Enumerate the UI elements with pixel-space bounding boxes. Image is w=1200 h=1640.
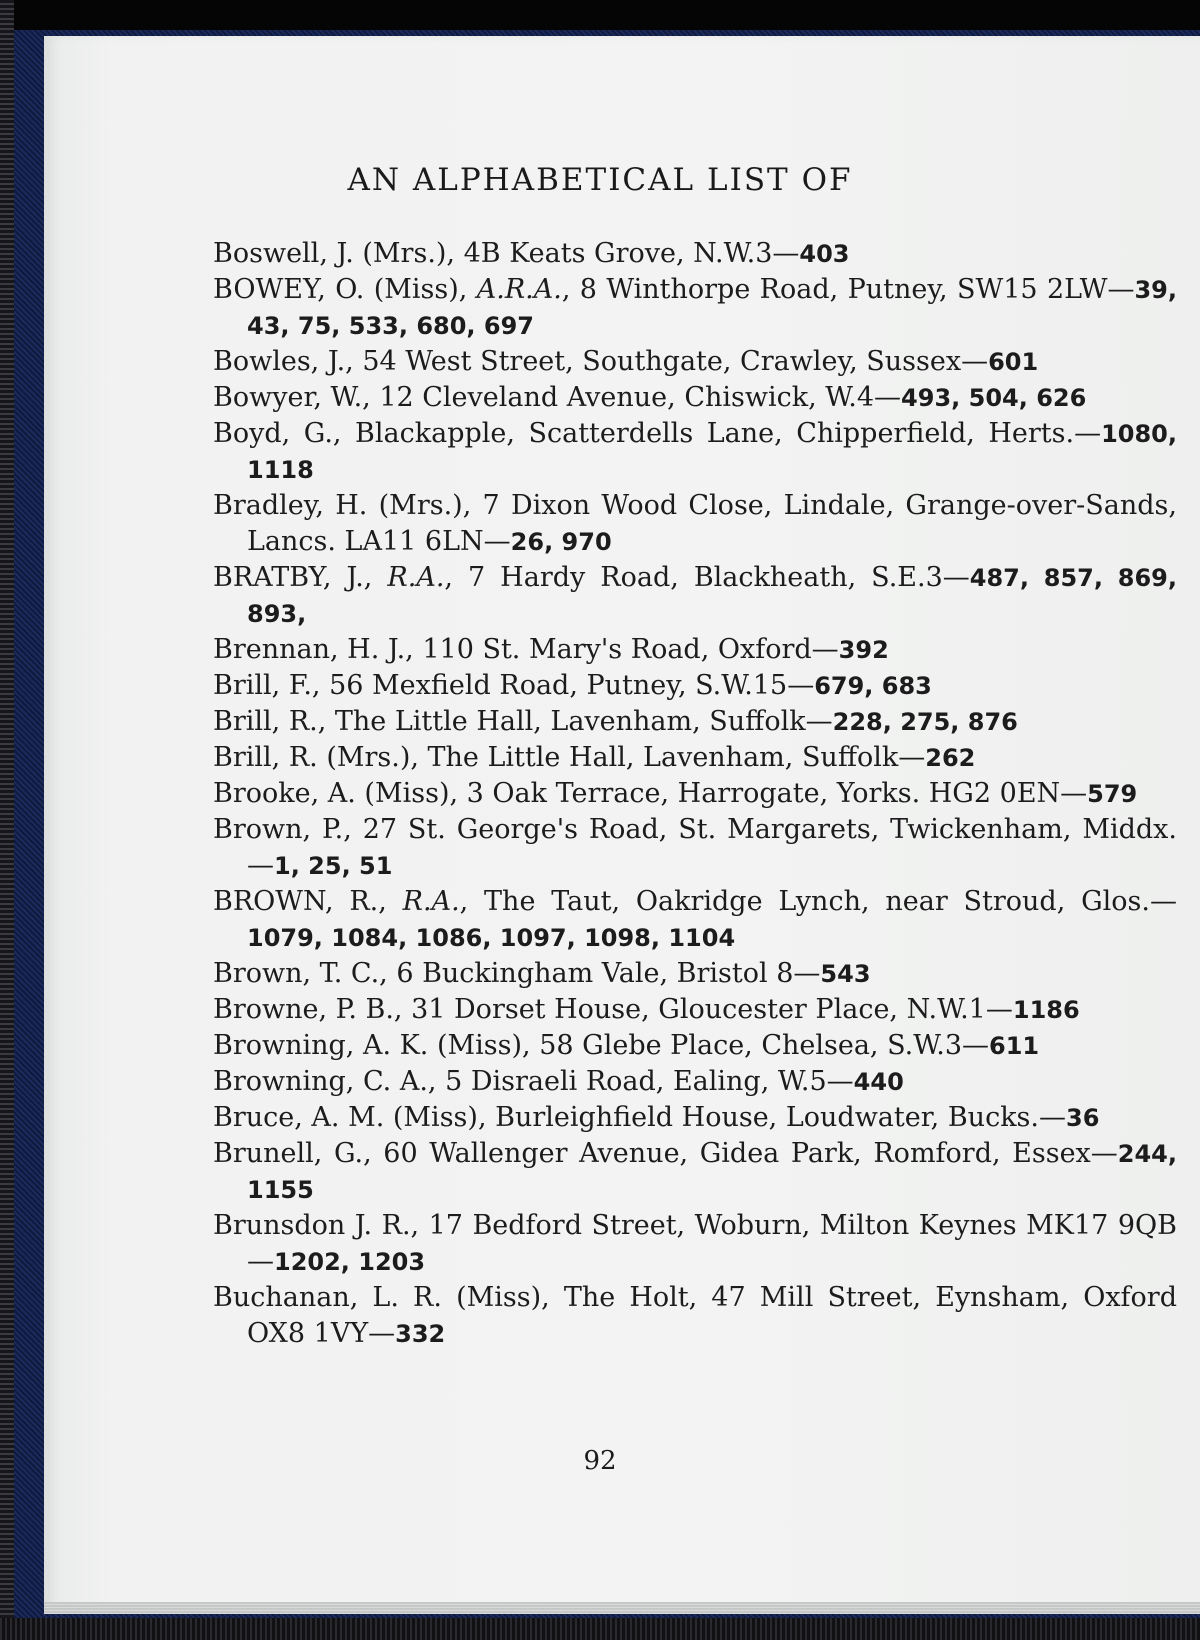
page-references: 1, 25, 51 (274, 852, 393, 880)
page-references: 228, 275, 876 (832, 708, 1018, 736)
list-item: Brunell, G., 60 Wallenger Avenue, Gidea Park, Romford, Essex—244, 1155 (213, 1138, 1177, 1204)
list-item: Bruce, A. M. (Miss), Burleighfield House, Loudwater, Bucks.—36 (213, 1102, 1100, 1133)
page-references: 1079, 1084, 1086, 1097, 1098, 1104 (247, 924, 736, 952)
list-item: Brill, F., 56 Mexfield Road, Putney, S.W.15—679, 683 (213, 670, 932, 701)
page-references: 26, 970 (510, 528, 612, 556)
page-number: 92 (583, 1446, 617, 1476)
scan-background-left (0, 0, 14, 1640)
page-references: 262 (925, 744, 976, 772)
page-references: 244, 1155 (247, 1140, 1177, 1204)
list-item: BRATBY, J., R.A., 7 Hardy Road, Blackheath, S.E.3—487, 857, 869, 893, (213, 562, 1177, 628)
list-item: BOWEY, O. (Miss), A.R.A., 8 Winthorpe Road, Putney, SW15 2LW—39, 43, 75, 533, 680, 697 (213, 274, 1177, 340)
honour-title: R.A. (402, 886, 460, 917)
list-item: Browning, A. K. (Miss), 58 Glebe Place, Chelsea, S.W.3—611 (213, 1030, 1040, 1061)
page-references: 487, 857, 869, 893, (247, 564, 1177, 628)
list-item: Boyd, G., Blackapple, Scatterdells Lane, Chipperfield, Herts.—1080, 1118 (213, 418, 1177, 484)
page-references: 392 (838, 636, 889, 664)
page-references: 332 (395, 1320, 446, 1348)
list-item: Brown, P., 27 St. George's Road, St. Margarets, Twickenham, Middx.—1, 25, 51 (213, 814, 1177, 881)
page-references: 543 (820, 960, 871, 988)
list-item: BROWN, R., R.A., The Taut, Oakridge Lynch, near Stroud, Glos.—1079, 1084, 1086, 1097, 1098, 1104 (213, 886, 1177, 952)
list-item: Bowyer, W., 12 Cleveland Avenue, Chiswick, W.4—493, 504, 626 (213, 382, 1087, 413)
page-references: 403 (799, 240, 850, 268)
honour-title: A.R.A. (476, 274, 562, 305)
page-references: 611 (989, 1032, 1040, 1060)
list-item: Bowles, J., 54 West Street, Southgate, Crawley, Sussex—601 (213, 346, 1039, 377)
list-item: Brooke, A. (Miss), 3 Oak Terrace, Harrogate, Yorks. HG2 0EN—579 (213, 778, 1138, 809)
list-item: Brill, R. (Mrs.), The Little Hall, Lavenham, Suffolk—262 (213, 742, 976, 773)
page-references: 1186 (1012, 996, 1080, 1024)
page-heading: AN ALPHABETICAL LIST OF (347, 162, 853, 198)
list-item: Brown, T. C., 6 Buckingham Vale, Bristol 8—543 (213, 958, 871, 989)
page-references: 493, 504, 626 (901, 384, 1087, 412)
page-references: 440 (853, 1068, 904, 1096)
page-references: 679, 683 (814, 672, 932, 700)
list-item: Brennan, H. J., 110 St. Mary's Road, Oxford—392 (213, 634, 889, 665)
list-item: Brill, R., The Little Hall, Lavenham, Suffolk—228, 275, 876 (213, 706, 1018, 737)
scan-background-top (0, 0, 1200, 30)
list-item: Browne, P. B., 31 Dorset House, Gloucester Place, N.W.1—1186 (213, 994, 1080, 1025)
page-edges (44, 1602, 1200, 1614)
page-references: 579 (1087, 780, 1138, 808)
list-item: Brunsdon J. R., 17 Bedford Street, Woburn, Milton Keynes MK17 9QB—1202, 1203 (213, 1210, 1177, 1277)
page-references: 36 (1066, 1104, 1100, 1132)
honour-title: R.A. (387, 562, 445, 593)
scan-background-bottom (0, 1618, 1200, 1640)
list-item: Browning, C. A., 5 Disraeli Road, Ealing, W.5—440 (213, 1066, 904, 1097)
list-item: Buchanan, L. R. (Miss), The Holt, 47 Mill Street, Eynsham, Oxford OX8 1VY—332 (213, 1282, 1177, 1349)
page-references: 1080, 1118 (247, 420, 1177, 484)
entry-list (213, 236, 1177, 1352)
page-references: 1202, 1203 (274, 1248, 426, 1276)
list-item: Bradley, H. (Mrs.), 7 Dixon Wood Close, Lindale, Grange-over-Sands, Lancs. LA11 6LN—26, 970 (213, 490, 1177, 557)
page-references: 39, 43, 75, 533, 680, 697 (247, 276, 1177, 340)
page-references: 601 (988, 348, 1039, 376)
list-item: Boswell, J. (Mrs.), 4B Keats Grove, N.W.3—403 (213, 238, 850, 269)
